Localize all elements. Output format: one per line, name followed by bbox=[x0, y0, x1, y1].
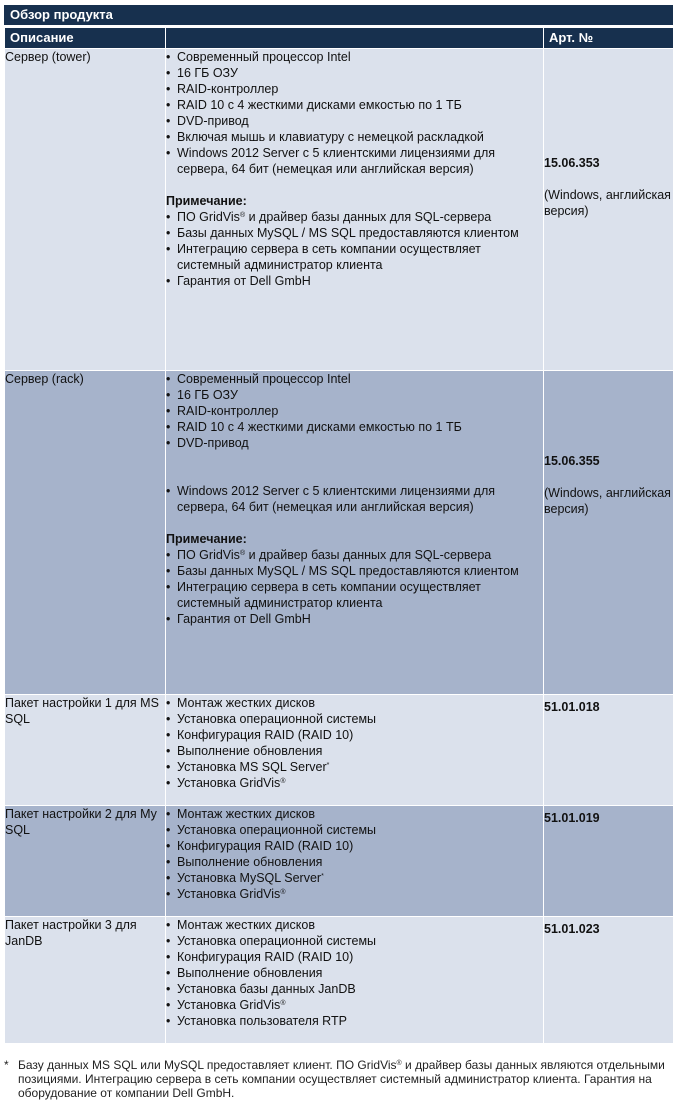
registered-mark: ® bbox=[239, 212, 246, 219]
article-note: (Windows, английская версия) bbox=[544, 188, 671, 218]
feature-text: Установка GridVis bbox=[177, 887, 281, 901]
header-features bbox=[166, 28, 544, 49]
feature-text: Установка GridVis bbox=[177, 776, 281, 790]
page-title: Обзор продукта bbox=[4, 5, 673, 25]
list-item bbox=[166, 759, 543, 775]
list-item: • RAID 10 с 4 жесткими дисками емкостью по 1 ТБ bbox=[166, 97, 543, 113]
list-item: • Интеграцию сервера в сеть компании осуществляет системный администратор клиента bbox=[166, 579, 543, 611]
list-item: • RAID 10 с 4 жесткими дисками емкостью по 1 ТБ bbox=[166, 419, 543, 435]
table-row bbox=[5, 806, 674, 917]
registered-mark: ® bbox=[280, 889, 286, 896]
asterisk-mark: * bbox=[321, 873, 324, 880]
list-item: • Интеграцию сервера в сеть компании осуществляет системный администратор клиента bbox=[166, 241, 543, 273]
row-article bbox=[544, 371, 674, 695]
list-item: • Гарантия от Dell GmbH bbox=[166, 611, 543, 627]
list-item bbox=[166, 775, 543, 791]
row-features bbox=[166, 49, 544, 371]
note-text: ПО GridVis bbox=[177, 210, 240, 224]
list-item: • Установка операционной системы bbox=[166, 711, 543, 727]
table-row bbox=[5, 917, 674, 1044]
footnote-text bbox=[4, 1058, 673, 1100]
list-item: • Базы данных MySQL / MS SQL предоставляются клиентом bbox=[166, 225, 543, 241]
row-name: Пакет настройки 1 для MS SQL bbox=[5, 695, 166, 806]
registered-mark: ® bbox=[280, 1000, 286, 1007]
list-item bbox=[166, 870, 543, 886]
list-item: • Выполнение обновления bbox=[166, 743, 543, 759]
table-row bbox=[5, 371, 674, 695]
table-header-row bbox=[5, 28, 674, 49]
row-article bbox=[544, 917, 674, 1044]
article-code: 51.01.018 bbox=[544, 700, 600, 714]
list-item: • 16 ГБ ОЗУ bbox=[166, 387, 543, 403]
row-article bbox=[544, 49, 674, 371]
list-item: • Установка операционной системы bbox=[166, 822, 543, 838]
article-code: 15.06.353 bbox=[544, 156, 600, 170]
note-text: и драйвер базы данных для SQL-сервера bbox=[248, 548, 492, 562]
list-item: • Windows 2012 Server с 5 клиентскими лицензиями для сервера, 64 бит (немецкая или английская версия) bbox=[166, 483, 543, 515]
row-name: Сервер (rack) bbox=[5, 371, 166, 695]
list-item bbox=[166, 886, 543, 902]
row-features bbox=[166, 371, 544, 695]
list-item bbox=[166, 547, 543, 563]
asterisk-mark: * bbox=[326, 762, 330, 769]
list-item: • RAID-контроллер bbox=[166, 81, 543, 97]
note-text: и драйвер базы данных для SQL-сервера bbox=[248, 210, 492, 224]
list-item: • DVD-привод bbox=[166, 113, 543, 129]
header-article: Арт. № bbox=[544, 28, 674, 49]
product-table bbox=[4, 27, 674, 1044]
footnote bbox=[4, 1058, 673, 1100]
list-item: • Установка операционной системы bbox=[166, 933, 543, 949]
footnote-part1: Базу данных MS SQL или MySQL предоставляет клиент. ПО GridVis bbox=[18, 1058, 397, 1072]
list-item: • Выполнение обновления bbox=[166, 854, 543, 870]
note-text: ПО GridVis bbox=[177, 548, 240, 562]
row-name: Сервер (tower) bbox=[5, 49, 166, 371]
article-code: 15.06.355 bbox=[544, 454, 600, 468]
list-item: • Конфигурация RAID (RAID 10) bbox=[166, 838, 543, 854]
footnote-star: * bbox=[4, 1058, 9, 1072]
list-item: • Базы данных MySQL / MS SQL предоставляются клиентом bbox=[166, 563, 543, 579]
row-features bbox=[166, 917, 544, 1044]
registered-mark: ® bbox=[280, 778, 286, 785]
row-features bbox=[166, 806, 544, 917]
note-title: Примечание: bbox=[166, 194, 247, 208]
article-note: (Windows, английская версия) bbox=[544, 486, 671, 516]
note-title: Примечание: bbox=[166, 532, 247, 546]
list-item bbox=[166, 997, 543, 1013]
list-item: • Конфигурация RAID (RAID 10) bbox=[166, 949, 543, 965]
list-item: • Установка базы данных JanDB bbox=[166, 981, 543, 997]
article-code: 51.01.023 bbox=[544, 922, 600, 936]
article-code: 51.01.019 bbox=[544, 811, 600, 825]
registered-mark: ® bbox=[396, 1060, 402, 1067]
list-item: • DVD-привод bbox=[166, 435, 543, 451]
header-description: Описание bbox=[5, 28, 166, 49]
list-item: • Windows 2012 Server с 5 клиентскими лицензиями для сервера, 64 бит (немецкая или английская версия) bbox=[166, 145, 543, 177]
list-item: • Современный процессор Intel bbox=[166, 371, 543, 387]
list-item: • Современный процессор Intel bbox=[166, 49, 543, 65]
row-name: Пакет настройки 3 для JanDB bbox=[5, 917, 166, 1044]
row-article bbox=[544, 806, 674, 917]
table-row bbox=[5, 49, 674, 371]
list-item: • RAID-контроллер bbox=[166, 403, 543, 419]
list-item: • Выполнение обновления bbox=[166, 965, 543, 981]
feature-text: Установка MySQL Server bbox=[177, 871, 322, 885]
list-item: • Монтаж жестких дисков bbox=[166, 917, 543, 933]
row-article bbox=[544, 695, 674, 806]
list-item: • Включая мышь и клавиатуру с немецкой раскладкой bbox=[166, 129, 543, 145]
list-item: • Конфигурация RAID (RAID 10) bbox=[166, 727, 543, 743]
feature-text: Установка GridVis bbox=[177, 998, 281, 1012]
feature-text: Установка MS SQL Server bbox=[177, 760, 327, 774]
registered-mark: ® bbox=[239, 550, 246, 557]
list-item: • Гарантия от Dell GmbH bbox=[166, 273, 543, 289]
row-features bbox=[166, 695, 544, 806]
row-name: Пакет настройки 2 для My SQL bbox=[5, 806, 166, 917]
list-item: • Монтаж жестких дисков bbox=[166, 695, 543, 711]
table-row bbox=[5, 695, 674, 806]
list-item: • Установка пользователя RTP bbox=[166, 1013, 543, 1029]
list-item: • Монтаж жестких дисков bbox=[166, 806, 543, 822]
list-item: • 16 ГБ ОЗУ bbox=[166, 65, 543, 81]
footnote-part2: и драйвер базы данных являются отдельными позициями. Интеграцию сервера в сеть компании осуществляет системный администратор клиента. Гарантия на оборудование от компании Dell GmbH. bbox=[18, 1058, 665, 1100]
list-item bbox=[166, 209, 543, 225]
